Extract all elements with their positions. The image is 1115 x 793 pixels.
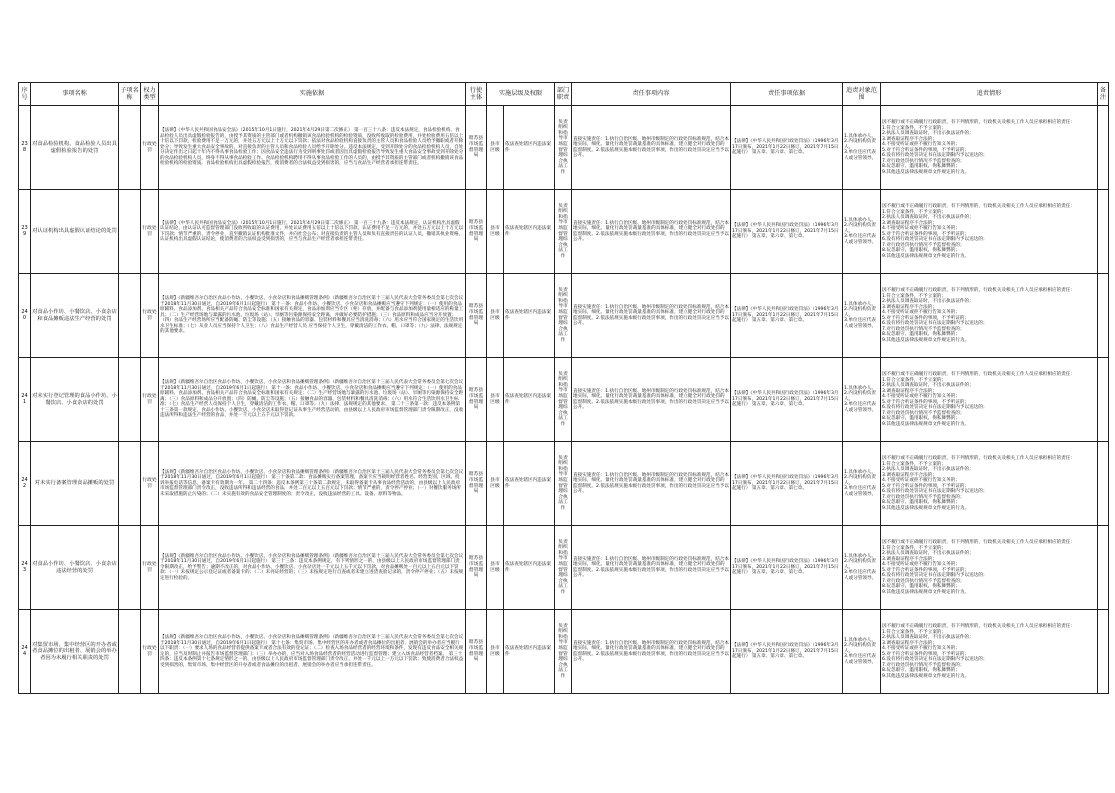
implementation-scope: 依法查处辖区内违法案件 <box>504 190 555 274</box>
legal-basis: 【法规】《新疆维吾尔自治区食品小作坊、小餐饮店、小食杂店和食品摊贩管理条例》（新疆维吾尔自治区第十三届人民代表大会常务委员会第七次会议于2018年11月30日通过，自2019年6月1日起施行） 第十一条：食品小作坊、小餐饮店、小食杂店和食品摊贩应当遵守下列规定：（一）使用的食品原辅料、食品添加剂、食品相关产品符合食品安全标准和国家有关规定；（二）生产经营场地与暴露的污水池、垃圾场（站）、旱厕等污染源保持安全距离；（三）食品原料和成品分开放置；（四）防蝇、防尘等设施；（五）接触食品的容器、包装材料和餐具清洗消毒；（六）用水符合生活饮用水卫生标准；（七）食品生产经营人员保持个人卫生，穿戴清洁的工作衣、帽、口罩等；（九）法律、法规规定的其他要求。 第二十三条第一款：违反本条例第十三条第一款规定，食品小作坊、小餐饮店、小食杂店未取得登记证从事生产经营活动的，由县级以上人民政府市场监督管理部门责令限期改正，没收违法所得和违法生产经营的食品，并处一千元以上五千元以下罚款。 <box>159 358 466 442</box>
responsibility-content: 直接实施责任：1.执行自治区级、地州市级制定的行政处罚标准规范，结合本地实际，细化、量化行政处罚裁量基准的具体标准，建立健全对行政处罚的监督制度。2.依法依规实施本级行政处罚事项，作出的行政处罚决定应当予以公开。 <box>572 274 731 358</box>
power-list-table <box>18 82 1109 694</box>
legal-basis: 【法律】《中华人民共和国食品安全法》（2015年10月1日施行，2021年4月29日第二次修正） 第一百三十九条：违反本法规定，认证机构出具虚假认证结论，由认证认可监督管理部门没收所收取的认证费用，并处认证费用五倍以上十倍以下罚款，认证费用不足一万元的，并处五万元以上十万元以下罚款；情节严重的，责令停业，直至撤销认证机构批准文件，并向社会公布；对直接负责的主管人员和负有直接责任的认证人员，撤销其执业资格。认证机构出具虚假认证结论，使消费者的合法权益受到损害的，应当与食品生产经营者承担连带责任。 <box>159 190 466 274</box>
executing-subject: 昭苏县市场监督管理局 <box>466 526 487 610</box>
case-line: 5.对于符合听证条件的事项，不予听证的； <box>882 567 970 573</box>
target-line: 1.具体承办人。 <box>844 553 876 559</box>
case-line: 4.不接受听证或拒不履行告知义务的； <box>882 562 960 567</box>
target-line: 2.内设机构负责人。 <box>844 139 876 150</box>
accountability-targets <box>843 190 881 274</box>
header-resp-basis: 责任事项依据 <box>731 83 843 106</box>
header-no: 序号 <box>19 83 31 106</box>
legal-basis: 【法规】《新疆维吾尔自治区食品小作坊、小餐饮店、小食杂店和食品摊贩管理条例》（新疆维吾尔自治区第十三届人民代表大会常务委员会第七次会议于2018年11月30日通过，自2019年6月1日起施行） 第十七条：集贸市场、集中经营区的开办者或者食品摊位的出租者、展销会的举办者应当履行以下职责：（一）要求人场的食品经营者提供备案卡或者合法有效的登记证；（二）检查入场食品经营者的经营环境和条件，发现有违反食品安全相关规定的，应当及时制止并报告市场监督管理部门；（三）举办办的，应当对入场食品经营者的经营活动进行监督管理；建立入场食品经营者档案。 第三十四条：违反本条例第十七条规定情形之一的，由县级以上人民政府市场监督管理部门责令改正，并处一千元以上一万元以下罚款；致使消费者合法权益受到损害的，集贸市场、集中经营区的开办者或者食品摊位的出租者、展销会的举办者应当承担连带责任。 <box>159 610 466 694</box>
header-level: 实施层级及权限 <box>487 83 555 106</box>
sub-item-name <box>119 106 141 190</box>
remarks <box>1098 442 1109 526</box>
responsibility-content: 直接实施责任：1.执行自治区级、地州市级制定的行政处罚标准规范，结合本地实际，细化、量化行政处罚裁量基准的具体标准，建立健全对行政处罚的监督制度。2.依法依规实施本级行政处罚事项，作出的行政处罚决定应当予以公开。 <box>572 442 731 526</box>
header-pursue: 追责情形 <box>881 83 1098 106</box>
implementation-scope: 依法查处辖区内违法案件 <box>504 106 555 190</box>
target-line: 1.具体承办人。 <box>844 301 876 307</box>
accountability-cases <box>881 190 1098 274</box>
table-row <box>19 190 1109 274</box>
department-duty: 负责组织和指导市场监督管理综合执法工作 <box>555 190 572 274</box>
target-line: 2.内设机构负责人。 <box>844 643 876 654</box>
case-line: 1.符合立案条件，不予立案的； <box>882 209 947 215</box>
case-line: 2.执法人员调查取证时，不出示执法证件的； <box>882 131 974 136</box>
accountability-targets <box>843 274 881 358</box>
header-subject: 行使主体 <box>466 83 487 106</box>
responsibility-content: 直接实施责任：1.执行自治区级、地州市级制定的行政处罚标准规范，结合本地实际，细化、量化行政处罚裁量基准的具体标准，建立健全对行政处罚的监督制度。2.依法依规实施本级行政处罚事项，作出的行政处罚决定应当予以公开。 <box>572 190 731 274</box>
power-type: 行政处罚 <box>141 190 159 274</box>
accountability-cases <box>881 358 1098 442</box>
responsibility-list-sheet <box>18 82 1108 694</box>
case-line: 2.执法人员调查取证时，不出示执法证件的； <box>882 215 974 220</box>
case-line: 8.玩忽职守、滥用职权、徇私舞弊的； <box>882 332 960 337</box>
row-number: 240 <box>19 274 31 358</box>
implementation-scope: 依法查处辖区内违法案件 <box>504 610 555 694</box>
table-header-row <box>19 83 1109 106</box>
target-line: 2.内设机构负责人。 <box>844 223 876 234</box>
implementation-scope: 依法查处辖区内违法案件 <box>504 358 555 442</box>
case-line: 2.执法人员调查取证时，不出示执法证件的； <box>882 467 974 472</box>
sub-item-name <box>119 526 141 610</box>
case-line: 8.玩忽职守、滥用职权、徇私舞弊的； <box>882 584 960 589</box>
executing-subject: 昭苏县市场监督管理局 <box>466 190 487 274</box>
case-line: 6.没有将行政处罚决定书在法定期限内予以送达的； <box>882 321 988 326</box>
case-line: 3.调查取证程序不合法的； <box>882 556 937 562</box>
target-line: 3.单位还应代表人或分管领导。 <box>844 486 877 497</box>
remarks <box>1098 106 1109 190</box>
responsibility-basis: 【法律】《中华人民共和国行政处罚法》（1996年3月17日颁布，2021年1月22日修订，2021年7月15日起施行） 第五章、第六章、第七章。 <box>731 526 843 610</box>
accountability-targets <box>843 358 881 442</box>
responsibility-content: 直接实施责任：1.执行自治区级、地州市级制定的行政处罚标准规范，结合本地实际，细化、量化行政处罚裁量基准的具体标准，建立健全对行政处罚的监督制度。2.依法依规实施本级行政处罚事项，作出的行政处罚决定应当予以公开。 <box>572 358 731 442</box>
sub-item-name <box>119 274 141 358</box>
header-basis: 实施依据 <box>159 83 466 106</box>
case-line: 1.符合立案条件，不予立案的； <box>882 629 947 635</box>
power-type: 行政处罚 <box>141 442 159 526</box>
row-number: 239 <box>19 190 31 274</box>
implementation-scope: 依法查处辖区内违法案件 <box>504 274 555 358</box>
target-line: 2.内设机构负责人。 <box>844 475 876 486</box>
case-line: 1.符合立案条件，不予立案的； <box>882 461 947 467</box>
implementation-scope: 依法查处辖区内违法案件 <box>504 442 555 526</box>
table-row <box>19 358 1109 442</box>
target-line: 3.单位还应代表人或分管领导。 <box>844 234 877 245</box>
case-line: 8.玩忽职守、滥用职权、徇私舞弊的； <box>882 500 960 505</box>
accountability-targets <box>843 610 881 694</box>
target-line: 3.单位还应代表人或分管领导。 <box>844 150 877 161</box>
remarks <box>1098 610 1109 694</box>
case-line: 因不履行或不正确履行行政职责，有下列情形的，行政机关及相关工作人员应承担相应的责任： <box>882 372 1075 377</box>
implementation-level: 县市区级 <box>487 610 504 694</box>
case-line: 9.其他违反法律法规规章文件规定的行为。 <box>882 337 970 343</box>
case-line: 2.执法人员调查取证时，不出示执法证件的； <box>882 551 974 556</box>
legal-basis: 【法规】《新疆维吾尔自治区食品小作坊、小餐饮店、小食杂店和食品摊贩管理条例》（新疆维吾尔自治区第十三届人民代表大会常务委员会第七次会议于2018年11月30日通过，自2019年6月1日起施行） 第三十三条：违反本条例规定，有下列情形之一的，由县级以上人民政府市场监督管理部门责令限期改正，给予警告；逾期不改正的，对食品小作坊、小餐饮店、小食杂店处一千元以上五千元以下罚款，对食品摊贩处一百元以上五百元以下罚款：（一）未按规定公示登记证或者备案卡的；（二）未亮证经营的；（三）未按规定进行自查或者未建立进货查验记录的，责令停产停业；（五）未按规定进行检验的。 <box>159 526 466 610</box>
executing-subject: 昭苏县市场监督管理局 <box>466 442 487 526</box>
remarks <box>1098 526 1109 610</box>
item-name: 对未实行备案管理食品摊贩的处罚 <box>31 442 119 526</box>
responsibility-basis: 【法律】《中华人民共和国行政处罚法》（1996年3月17日颁布，2021年1月22日修订，2021年7月15日起施行） 第五章、第六章、第七章。 <box>731 358 843 442</box>
case-line: 1.符合立案条件，不予立案的； <box>882 377 947 383</box>
case-line: 6.没有将行政处罚决定书在法定期限内予以送达的； <box>882 153 988 158</box>
case-line: 6.没有将行政处罚决定书在法定期限内予以送达的； <box>882 657 988 662</box>
table-body <box>19 106 1109 694</box>
case-line: 4.不接受听证或拒不履行告知义务的； <box>882 226 960 231</box>
case-line: 7.对行政处罚执行情况不予监督检查的； <box>882 242 965 248</box>
case-line: 2.执法人员调查取证时，不出示执法证件的； <box>882 635 974 640</box>
case-line: 7.对行政处罚执行情况不予监督检查的； <box>882 158 965 164</box>
department-duty: 负责组织和指导市场监督管理综合执法工作 <box>555 610 572 694</box>
case-line: 9.其他违反法律法规规章文件规定的行为。 <box>882 421 970 427</box>
target-line: 2.内设机构负责人。 <box>844 559 876 570</box>
target-line: 2.内设机构负责人。 <box>844 307 876 318</box>
case-line: 5.对于符合听证条件的事项，不予听证的； <box>882 315 970 321</box>
accountability-cases <box>881 106 1098 190</box>
case-line: 因不履行或不正确履行行政职责，有下列情形的，行政机关及相关工作人员应承担相应的责任： <box>882 288 1075 293</box>
power-type: 行政处罚 <box>141 610 159 694</box>
case-line: 3.调查取证程序不合法的； <box>882 220 937 226</box>
case-line: 6.没有将行政处罚决定书在法定期限内予以送达的； <box>882 489 988 494</box>
case-line: 7.对行政处罚执行情况不予监督检查的； <box>882 494 965 500</box>
item-name: 对未实行登记管理的食品小作坊、小餐饮店、小食杂店的处罚 <box>31 358 119 442</box>
case-line: 3.调查取证程序不合法的； <box>882 472 937 478</box>
case-line: 9.其他违反法律法规规章文件规定的行为。 <box>882 169 970 175</box>
remarks <box>1098 190 1109 274</box>
case-line: 5.对于符合听证条件的事项，不予听证的； <box>882 483 970 489</box>
case-line: 因不履行或不正确履行行政职责，有下列情形的，行政机关及相关工作人员应承担相应的责任： <box>882 120 1075 125</box>
header-sub: 子项名称 <box>119 83 141 106</box>
item-name: 对食品小作坊、小餐饮店、小食杂店违法经营的处罚 <box>31 526 119 610</box>
implementation-level: 县市区级 <box>487 358 504 442</box>
header-dept: 部门职责 <box>555 83 572 106</box>
department-duty: 负责组织和指导市场监督管理综合执法工作 <box>555 526 572 610</box>
target-line: 3.单位还应代表人或分管领导。 <box>844 570 877 581</box>
case-line: 8.玩忽职守、滥用职权、徇私舞弊的； <box>882 248 960 253</box>
implementation-scope: 依法查处辖区内违法案件 <box>504 526 555 610</box>
case-line: 3.调查取证程序不合法的； <box>882 388 937 394</box>
case-line: 因不履行或不正确履行行政职责，有下列情形的，行政机关及相关工作人员应承担相应的责任： <box>882 456 1075 461</box>
case-line: 3.调查取证程序不合法的； <box>882 304 937 310</box>
target-line: 1.具体承办人。 <box>844 469 876 475</box>
responsibility-basis: 【法律】《中华人民共和国行政处罚法》（1996年3月17日颁布，2021年1月22日修订，2021年7月15日起施行） 第五章、第六章、第七章。 <box>731 106 843 190</box>
target-line: 2.内设机构负责人。 <box>844 391 876 402</box>
implementation-level: 县市区级 <box>487 442 504 526</box>
case-line: 5.对于符合听证条件的事项，不予听证的； <box>882 147 970 153</box>
row-number: 238 <box>19 106 31 190</box>
legal-basis: 【法律】《中华人民共和国食品安全法》（2015年10月1日施行，2021年4月29日第二次修正） 第一百三十八条：违反本法规定，食品检验机构、食品检验人员出具虚假检验报告的，由授予其资质的主管部门或者机构撤销该食品检验机构的检验资质，没收所收取的检验费用，并处检验费用五倍以上十倍以下罚款，检验费用不足一万元的，并处五万元以上十万元以下罚款；依法对食品检验机构直接负责的主管人员和食品检验人员给予撤职或者开除处分；导致发生重大食品安全事故的，对直接负责的主管人员和食品检验人员给予开除处分。违反本法规定，受到开除处分的食品检验机构人员，自处分决定作出之日起十年内不得从事食品检验工作；因食品安全违法行为受到刑事处罚或者因出具虚假检验报告导致发生重大食品安全事故受到开除处分的食品检验机构人员，终身不得从事食品检验工作。食品检验机构聘用不得从事食品检验工作的人员的，由授予其资质的主管部门或者机构撤销该食品检验机构的检验资质。食品检验机构出具虚假检验报告，使消费者的合法权益受到损害的，应当与食品生产经营者承担连带责任。 <box>159 106 466 190</box>
sub-item-name <box>119 190 141 274</box>
header-type: 权力类型 <box>141 83 159 106</box>
accountability-cases <box>881 442 1098 526</box>
table-row <box>19 274 1109 358</box>
table-row <box>19 442 1109 526</box>
case-line: 4.不接受听证或拒不履行告知义务的； <box>882 394 960 399</box>
implementation-level: 县市区级 <box>487 190 504 274</box>
case-line: 4.不接受听证或拒不履行告知义务的； <box>882 142 960 147</box>
case-line: 因不履行或不正确履行行政职责，有下列情形的，行政机关及相关工作人员应承担相应的责任： <box>882 624 1075 629</box>
legal-basis: 【法规】《新疆维吾尔自治区食品小作坊、小餐饮店、小食杂店和食品摊贩管理条例》（新疆维吾尔自治区第十三届人民代表大会常务委员会第七次会议于2018年11月30日通过，自2019年6月1日起施行） 第十一条：食品小作坊、小餐饮店、小食杂店和食品摊贩应当遵守下列规定：（一）使用的食品原辅料、食品添加剂、食品相关产品符合食品安全标准和国家有关规定，食品添加剂应当专区（柜）存放，并配备与食品添加剂使用量相适应的称量工具；（二）生产经营场地与暴露的污水池、垃圾场（站）、旱厕等污染源保持安全距离，并做好必要防护措施；（三）食品原料和成品应当分开放置；（四）食品生产经营场所应当配备防蝇、防尘等设施；（五）接触食品的容器、包装材料和餐具应当清洗消毒；（六）用水应当符合国家规定的生活饮用水卫生标准；（七）从业人员应当保持个人卫生；（八）食品生产经营人员 应当保持个人卫生，穿戴清洁的工作衣、帽、口罩等；（九）法律、法规规定的其他要求。 <box>159 274 466 358</box>
sub-item-name <box>119 610 141 694</box>
implementation-level: 县市区级 <box>487 526 504 610</box>
target-line: 3.单位还应代表人或分管领导。 <box>844 318 877 329</box>
sub-item-name <box>119 442 141 526</box>
header-note: 备注 <box>1098 83 1109 106</box>
responsibility-basis: 【法律】《中华人民共和国行政处罚法》（1996年3月17日颁布，2021年1月22日修订，2021年7月15日起施行） 第五章、第六章、第七章。 <box>731 442 843 526</box>
case-line: 4.不接受听证或拒不履行告知义务的； <box>882 478 960 483</box>
accountability-targets <box>843 526 881 610</box>
case-line: 7.对行政处罚执行情况不予监督检查的； <box>882 326 965 332</box>
case-line: 8.玩忽职守、滥用职权、徇私舞弊的； <box>882 668 960 673</box>
case-line: 1.符合立案条件，不予立案的； <box>882 545 947 551</box>
header-resp: 责任事项内容 <box>572 83 731 106</box>
case-line: 9.其他违反法律法规规章文件规定的行为。 <box>882 673 970 679</box>
case-line: 1.符合立案条件，不予立案的； <box>882 125 947 131</box>
accountability-cases <box>881 526 1098 610</box>
row-number: 243 <box>19 526 31 610</box>
implementation-level: 县市区级 <box>487 106 504 190</box>
item-name: 对集贸市场、集中经营区的开办者或者食品摊位的出租者、展销会的举办者因为未履行相关职责的处罚 <box>31 610 119 694</box>
accountability-cases <box>881 610 1098 694</box>
header-scope: 追责对象范围 <box>843 83 881 106</box>
case-line: 5.对于符合听证条件的事项，不予听证的； <box>882 231 970 237</box>
sub-item-name <box>119 358 141 442</box>
case-line: 9.其他违反法律法规规章文件规定的行为。 <box>882 589 970 595</box>
target-line: 3.单位还应代表人或分管领导。 <box>844 654 877 665</box>
header-name: 事项名称 <box>31 83 119 106</box>
table-row <box>19 106 1109 190</box>
case-line: 6.没有将行政处罚决定书在法定期限内予以送达的； <box>882 237 988 242</box>
case-line: 8.玩忽职守、滥用职权、徇私舞弊的； <box>882 164 960 169</box>
target-line: 1.具体承办人。 <box>844 637 876 643</box>
case-line: 3.调查取证程序不合法的； <box>882 640 937 646</box>
responsibility-content: 直接实施责任：1.执行自治区级、地州市级制定的行政处罚标准规范，结合本地实际，细化、量化行政处罚裁量基准的具体标准，建立健全对行政处罚的监督制度。2.依法依规实施本级行政处罚事项，作出的行政处罚决定应当予以公开。 <box>572 526 731 610</box>
table-row <box>19 610 1109 694</box>
case-line: 因不履行或不正确履行行政职责，有下列情形的，行政机关及相关工作人员应承担相应的责任： <box>882 540 1075 545</box>
case-line: 7.对行政处罚执行情况不予监督检查的； <box>882 410 965 416</box>
remarks <box>1098 274 1109 358</box>
item-name: 对食品小作坊、小餐饮店、小食杂店和食品摊贩违法生产经营的处罚 <box>31 274 119 358</box>
responsibility-basis: 【法律】《中华人民共和国行政处罚法》（1996年3月17日颁布，2021年1月22日修订，2021年7月15日起施行） 第五章、第六章、第七章。 <box>731 190 843 274</box>
power-type: 行政处罚 <box>141 106 159 190</box>
accountability-targets <box>843 442 881 526</box>
responsibility-content: 直接实施责任：1.执行自治区级、地州市级制定的行政处罚标准规范，结合本地实际，细化、量化行政处罚裁量基准的具体标准，建立健全对行政处罚的监督制度。2.依法依规实施本级行政处罚事项，作出的行政处罚决定应当予以公开。 <box>572 610 731 694</box>
row-number: 242 <box>19 442 31 526</box>
case-line: 2.执法人员调查取证时，不出示执法证件的； <box>882 383 974 388</box>
case-line: 2.执法人员调查取证时，不出示执法证件的； <box>882 299 974 304</box>
case-line: 1.符合立案条件，不予立案的； <box>882 293 947 299</box>
accountability-cases <box>881 274 1098 358</box>
case-line: 因不履行或不正确履行行政职责，有下列情形的，行政机关及相关工作人员应承担相应的责任： <box>882 204 1075 209</box>
case-line: 5.对于符合听证条件的事项，不予听证的； <box>882 651 970 657</box>
case-line: 7.对行政处罚执行情况不予监督检查的； <box>882 662 965 668</box>
responsibility-basis: 【法律】《中华人民共和国行政处罚法》（1996年3月17日颁布，2021年1月22日修订，2021年7月15日起施行） 第五章、第六章、第七章。 <box>731 274 843 358</box>
implementation-level: 县市区级 <box>487 274 504 358</box>
table-row <box>19 526 1109 610</box>
case-line: 6.没有将行政处罚决定书在法定期限内予以送达的； <box>882 405 988 410</box>
power-type: 行政处罚 <box>141 526 159 610</box>
target-line: 1.具体承办人。 <box>844 133 876 139</box>
executing-subject: 昭苏县市场监督管理局 <box>466 610 487 694</box>
department-duty: 负责组织和指导市场监督管理综合执法工作 <box>555 442 572 526</box>
case-line: 6.没有将行政处罚决定书在法定期限内予以送达的； <box>882 573 988 578</box>
executing-subject: 昭苏县市场监督管理局 <box>466 274 487 358</box>
responsibility-content: 直接实施责任：1.执行自治区级、地州市级制定的行政处罚标准规范，结合本地实际，细化、量化行政处罚裁量基准的具体标准，建立健全对行政处罚的监督制度。2.依法依规实施本级行政处罚事项，作出的行政处罚决定应当予以公开。 <box>572 106 731 190</box>
executing-subject: 昭苏县市场监督管理局 <box>466 106 487 190</box>
target-line: 1.具体承办人。 <box>844 217 876 223</box>
case-line: 4.不接受听证或拒不履行告知义务的； <box>882 646 960 651</box>
power-type: 行政处罚 <box>141 274 159 358</box>
case-line: 7.对行政处罚执行情况不予监督检查的； <box>882 578 965 584</box>
remarks <box>1098 358 1109 442</box>
responsibility-basis: 【法律】《中华人民共和国行政处罚法》（1996年3月17日颁布，2021年1月22日修订，2021年7月15日起施行） 第五章、第六章、第七章。 <box>731 610 843 694</box>
department-duty: 负责组织和指导市场监督管理综合执法工作 <box>555 358 572 442</box>
row-number: 244 <box>19 610 31 694</box>
case-line: 5.对于符合听证条件的事项，不予听证的； <box>882 399 970 405</box>
item-name: 对认证机构出具虚假认证结论的处罚 <box>31 190 119 274</box>
case-line: 4.不接受听证或拒不履行告知义务的； <box>882 310 960 315</box>
legal-basis: 【法规】《新疆维吾尔自治区食品小作坊、小餐饮店、小食杂店和食品摊贩管理条例》（新疆维吾尔自治区第十三届人民代表大会常务委员会第七次会议于2018年11月30日通过，自2019年6月1日起施行） 第三十条第二款：食品摊贩实行备案管理，备案卡应当载明经营者姓名、经营类别、区域、投诉举报电话等信息，备案卡有效期为一年。 第二十四条：违反本条例第三十条第二款规定，未取得备案卡从事食品经营活动的，由县级以上人民政府市场监督管理部门责令改正，没收违法所得和违法经营的食品，并处二百元以上五百元以下罚款；情节严重的，责令停产停业；（一）对餐饮服务场所未采取措施防止污染的；（二）未实施有效的食品安全管理制度的；责令改正，没收违法经营的工具、设备、原料等物品。 <box>159 442 466 526</box>
case-line: 9.其他违反法律法规规章文件规定的行为。 <box>882 253 970 259</box>
target-line: 1.具体承办人。 <box>844 385 876 391</box>
target-line: 3.单位还应代表人或分管领导。 <box>844 402 877 413</box>
case-line: 8.玩忽职守、滥用职权、徇私舞弊的； <box>882 416 960 421</box>
power-type: 行政处罚 <box>141 358 159 442</box>
department-duty: 负责组织和指导市场监督管理综合执法工作 <box>555 106 572 190</box>
executing-subject: 昭苏县市场监督管理局 <box>466 358 487 442</box>
row-number: 241 <box>19 358 31 442</box>
department-duty: 负责组织和指导市场监督管理综合执法工作 <box>555 274 572 358</box>
case-line: 3.调查取证程序不合法的； <box>882 136 937 142</box>
case-line: 9.其他违反法律法规规章文件规定的行为。 <box>882 505 970 511</box>
accountability-targets <box>843 106 881 190</box>
item-name: 对食品检验机构、食品检验人员出具虚假检验报告的处罚 <box>31 106 119 190</box>
